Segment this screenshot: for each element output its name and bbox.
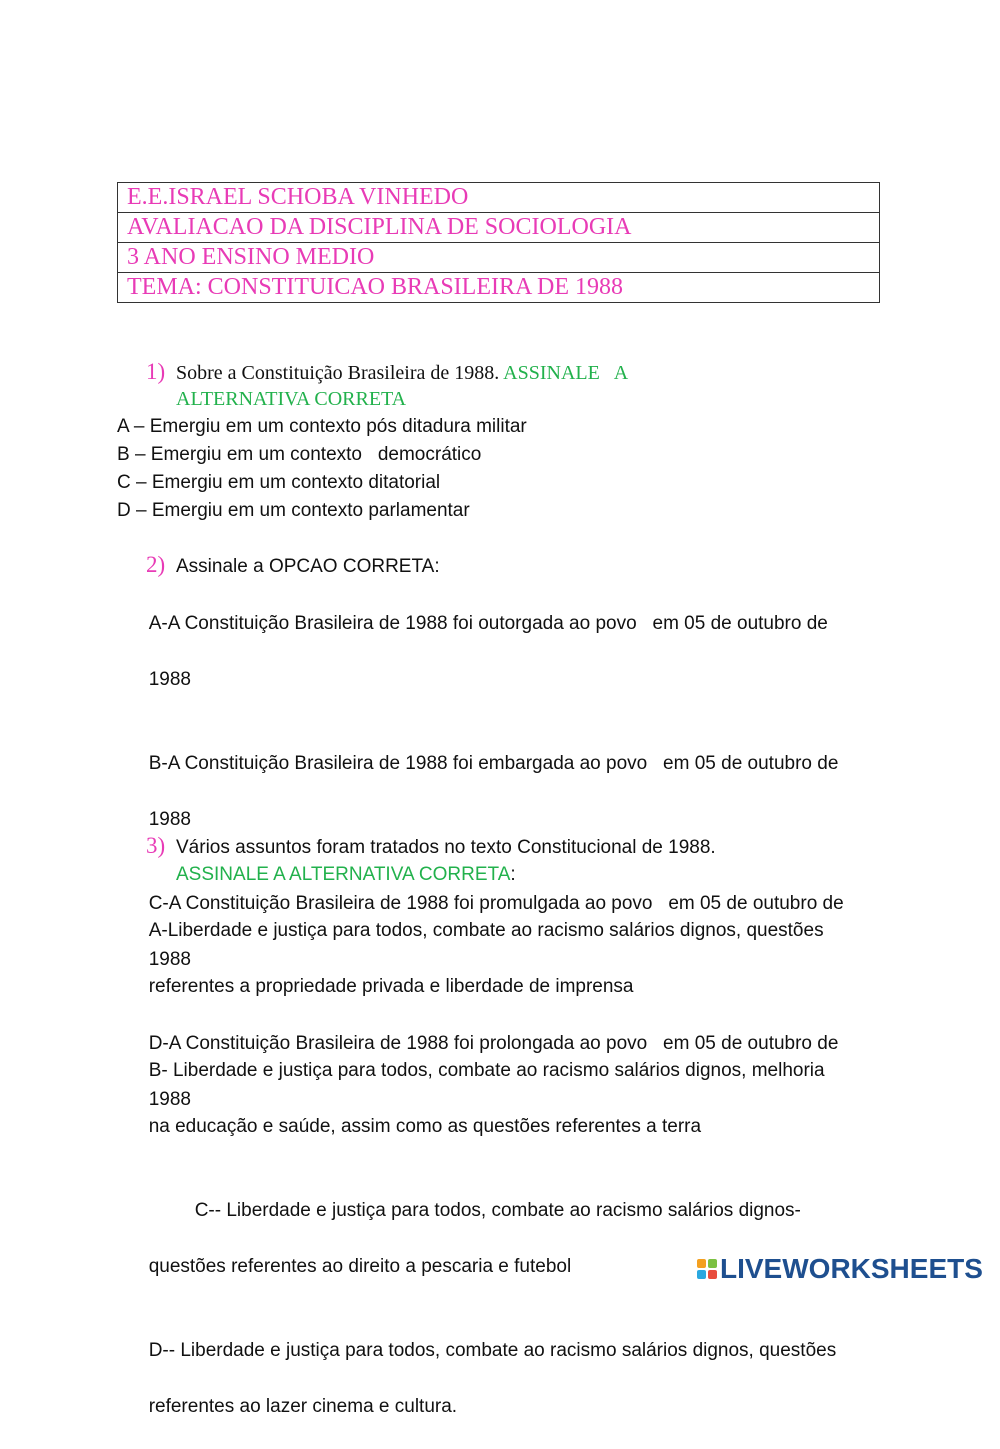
logo-square bbox=[697, 1270, 706, 1279]
liveworksheets-logo[interactable] bbox=[697, 1254, 983, 1284]
exam-theme: TEMA: CONSTITUICAO BRASILEIRA DE 1988 bbox=[118, 273, 880, 303]
question-2-option-a[interactable] bbox=[117, 582, 887, 722]
exam-title: AVALIACAO DA DISCIPLINA DE SOCIOLOGIA bbox=[118, 213, 880, 243]
option-line: questões referentes ao direito a pescaria e futebol bbox=[148, 1256, 572, 1277]
liveworksheets-logo-icon bbox=[697, 1259, 717, 1279]
option-line: 1988 bbox=[148, 809, 191, 830]
question-3-header bbox=[117, 834, 887, 888]
option-line: B- Liberdade e justiça para todos, combate ao racismo salários dignos, melhoria bbox=[148, 1060, 825, 1081]
question-3-number: 3) bbox=[146, 833, 166, 858]
option-line: A-Liberdade e justiça para todos, combate ao racismo salários dignos, questões bbox=[148, 920, 824, 941]
question-1-option-c[interactable]: C – Emergiu em um contexto ditatorial bbox=[117, 472, 441, 493]
grade-level: 3 ANO ENSINO MEDIO bbox=[118, 243, 880, 273]
question-1-text: Sobre a Constituição Brasileira de 1988. bbox=[176, 362, 500, 384]
option-line: 1988 bbox=[148, 1089, 191, 1110]
option-line: 1988 bbox=[148, 669, 191, 690]
question-3-instruction-suffix: : bbox=[510, 864, 516, 885]
question-1-instruction-cont: ALTERNATIVA CORRETA bbox=[176, 388, 407, 410]
question-3 bbox=[117, 834, 887, 1449]
option-line: C-A Constituição Brasileira de 1988 foi promulgada ao povo em 05 de outubro de bbox=[148, 893, 844, 914]
logo-square bbox=[697, 1259, 706, 1268]
option-line: A-A Constituição Brasileira de 1988 foi outorgada ao povo em 05 de outubro de bbox=[148, 613, 828, 634]
option-line: C-- Liberdade e justiça para todos, combate ao racismo salários dignos- bbox=[194, 1200, 801, 1221]
question-1-option-a[interactable]: A – Emergiu em um contexto pós ditadura militar bbox=[117, 416, 527, 437]
question-2-number: 2) bbox=[146, 552, 166, 577]
logo-square bbox=[708, 1270, 717, 1279]
question-2-text: Assinale a OPCAO CORRETA: bbox=[176, 556, 440, 577]
option-line: 1988 bbox=[148, 949, 191, 970]
school-name: E.E.ISRAEL SCHOBA VINHEDO bbox=[118, 183, 880, 213]
question-3-instruction: ASSINALE A ALTERNATIVA CORRETA bbox=[176, 864, 511, 885]
question-1-option-d[interactable]: D – Emergiu em um contexto parlamentar bbox=[117, 500, 470, 521]
question-3-option-b[interactable] bbox=[117, 1029, 887, 1169]
question-3-text: Vários assuntos foram tratados no texto Constitucional de 1988. bbox=[176, 837, 716, 858]
question-1-header bbox=[117, 360, 887, 412]
option-line: D-A Constituição Brasileira de 1988 foi prolongada ao povo em 05 de outubro de bbox=[148, 1033, 839, 1054]
question-2-header bbox=[117, 553, 887, 580]
question-1-option-b[interactable]: B – Emergiu em um contexto democrático bbox=[117, 444, 482, 465]
logo-square bbox=[708, 1259, 717, 1268]
header-table bbox=[117, 182, 880, 303]
option-line: B-A Constituição Brasileira de 1988 foi embargada ao povo em 05 de outubro de bbox=[148, 753, 839, 774]
option-line: D-- Liberdade e justiça para todos, combate ao racismo salários dignos, questões bbox=[148, 1340, 837, 1361]
question-1-instruction: ASSINALE A bbox=[503, 362, 629, 384]
liveworksheets-logo-text: LIVEWORKSHEETS bbox=[720, 1253, 983, 1284]
option-line: referentes ao lazer cinema e cultura. bbox=[148, 1396, 458, 1417]
question-3-option-c[interactable] bbox=[117, 1169, 887, 1309]
option-line: na educação e saúde, assim como as questões referentes a terra bbox=[148, 1116, 702, 1137]
question-3-option-d[interactable] bbox=[117, 1309, 887, 1449]
question-3-option-a[interactable] bbox=[117, 889, 887, 1029]
option-line: referentes a propriedade privada e liberdade de imprensa bbox=[148, 976, 634, 997]
question-1 bbox=[117, 360, 887, 525]
question-1-number: 1) bbox=[146, 359, 166, 384]
